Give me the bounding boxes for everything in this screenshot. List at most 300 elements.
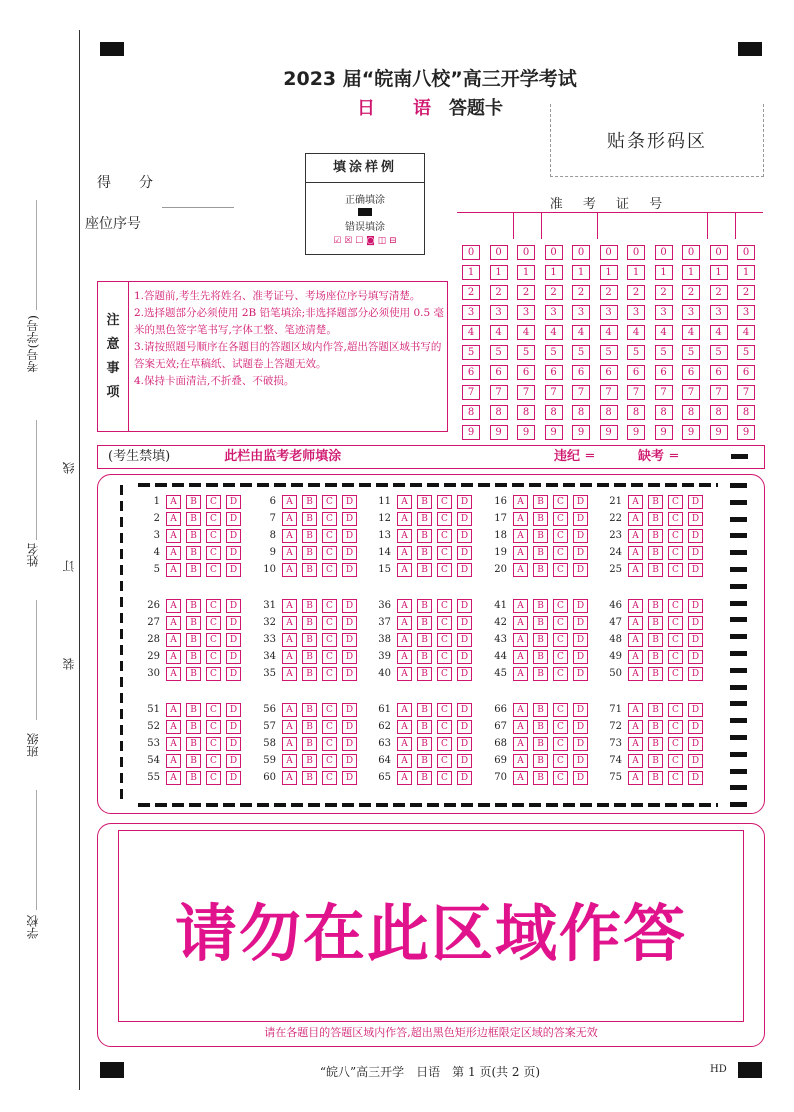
- answer-bubble[interactable]: D: [573, 529, 588, 543]
- answer-bubble[interactable]: A: [166, 633, 181, 647]
- answer-bubble[interactable]: D: [457, 563, 472, 577]
- answer-bubble[interactable]: B: [648, 667, 663, 681]
- answer-bubble[interactable]: D: [688, 512, 703, 526]
- exam-id-digit-bubble[interactable]: 7: [737, 385, 755, 400]
- exam-id-digit-bubble[interactable]: 9: [545, 425, 563, 440]
- answer-bubble[interactable]: C: [553, 633, 568, 647]
- answer-bubble[interactable]: D: [457, 529, 472, 543]
- answer-bubble[interactable]: B: [186, 529, 201, 543]
- answer-bubble[interactable]: A: [282, 737, 297, 751]
- answer-bubble[interactable]: A: [166, 616, 181, 630]
- answer-bubble[interactable]: B: [302, 633, 317, 647]
- exam-id-digit-bubble[interactable]: 3: [572, 305, 590, 320]
- answer-bubble[interactable]: C: [668, 720, 683, 734]
- answer-bubble[interactable]: D: [342, 650, 357, 664]
- answer-bubble[interactable]: B: [533, 633, 548, 647]
- exam-id-digit-bubble[interactable]: 5: [490, 345, 508, 360]
- answer-bubble[interactable]: D: [688, 546, 703, 560]
- exam-id-digit-bubble[interactable]: 8: [737, 405, 755, 420]
- answer-bubble[interactable]: B: [533, 529, 548, 543]
- answer-bubble[interactable]: A: [166, 650, 181, 664]
- answer-bubble[interactable]: A: [397, 720, 412, 734]
- answer-bubble[interactable]: C: [322, 771, 337, 785]
- answer-bubble[interactable]: B: [186, 616, 201, 630]
- answer-bubble[interactable]: A: [513, 650, 528, 664]
- answer-bubble[interactable]: D: [573, 599, 588, 613]
- answer-bubble[interactable]: B: [533, 495, 548, 509]
- answer-bubble[interactable]: A: [513, 720, 528, 734]
- answer-bubble[interactable]: D: [226, 616, 241, 630]
- answer-bubble[interactable]: C: [437, 495, 452, 509]
- answer-bubble[interactable]: C: [206, 616, 221, 630]
- exam-id-digit-bubble[interactable]: 9: [462, 425, 480, 440]
- exam-id-digit-bubble[interactable]: 7: [572, 385, 590, 400]
- answer-bubble[interactable]: D: [457, 616, 472, 630]
- answer-bubble[interactable]: A: [282, 529, 297, 543]
- answer-bubble[interactable]: D: [457, 546, 472, 560]
- exam-id-digit-bubble[interactable]: 1: [600, 265, 618, 280]
- answer-bubble[interactable]: D: [573, 512, 588, 526]
- exam-id-digit-bubble[interactable]: 2: [737, 285, 755, 300]
- answer-bubble[interactable]: B: [302, 737, 317, 751]
- exam-id-digit-bubble[interactable]: 8: [710, 405, 728, 420]
- answer-bubble[interactable]: A: [282, 633, 297, 647]
- exam-id-digit-bubble[interactable]: 2: [545, 285, 563, 300]
- exam-id-digit-bubble[interactable]: 9: [710, 425, 728, 440]
- answer-bubble[interactable]: D: [457, 703, 472, 717]
- answer-bubble[interactable]: D: [226, 512, 241, 526]
- answer-bubble[interactable]: D: [342, 737, 357, 751]
- answer-bubble[interactable]: C: [668, 737, 683, 751]
- answer-bubble[interactable]: D: [457, 754, 472, 768]
- exam-id-digit-bubble[interactable]: 3: [682, 305, 700, 320]
- exam-id-digit-bubble[interactable]: 7: [600, 385, 618, 400]
- answer-bubble[interactable]: A: [628, 650, 643, 664]
- answer-bubble[interactable]: D: [457, 720, 472, 734]
- answer-bubble[interactable]: D: [573, 771, 588, 785]
- answer-bubble[interactable]: C: [322, 633, 337, 647]
- answer-bubble[interactable]: B: [417, 771, 432, 785]
- answer-bubble[interactable]: D: [226, 737, 241, 751]
- answer-bubble[interactable]: B: [302, 599, 317, 613]
- exam-id-digit-bubble[interactable]: 9: [627, 425, 645, 440]
- exam-id-digit-bubble[interactable]: 7: [490, 385, 508, 400]
- exam-id-digit-bubble[interactable]: 4: [600, 325, 618, 340]
- answer-bubble[interactable]: D: [573, 633, 588, 647]
- answer-bubble[interactable]: A: [166, 495, 181, 509]
- exam-id-digit-bubble[interactable]: 3: [517, 305, 535, 320]
- answer-bubble[interactable]: A: [628, 771, 643, 785]
- exam-id-digit-bubble[interactable]: 0: [572, 245, 590, 260]
- answer-bubble[interactable]: D: [342, 771, 357, 785]
- exam-id-digit-bubble[interactable]: 5: [517, 345, 535, 360]
- answer-bubble[interactable]: C: [206, 720, 221, 734]
- answer-bubble[interactable]: D: [226, 771, 241, 785]
- answer-bubble[interactable]: A: [513, 754, 528, 768]
- answer-bubble[interactable]: C: [668, 599, 683, 613]
- exam-id-digit-bubble[interactable]: 7: [682, 385, 700, 400]
- exam-id-digit-bubble[interactable]: 6: [600, 365, 618, 380]
- answer-bubble[interactable]: D: [688, 633, 703, 647]
- answer-bubble[interactable]: B: [417, 495, 432, 509]
- answer-bubble[interactable]: D: [342, 546, 357, 560]
- exam-id-digit-bubble[interactable]: 3: [490, 305, 508, 320]
- answer-bubble[interactable]: A: [513, 563, 528, 577]
- answer-bubble[interactable]: B: [417, 563, 432, 577]
- answer-bubble[interactable]: B: [302, 703, 317, 717]
- answer-bubble[interactable]: A: [397, 529, 412, 543]
- answer-bubble[interactable]: A: [166, 563, 181, 577]
- answer-bubble[interactable]: B: [186, 703, 201, 717]
- margin-exam-no-field[interactable]: [36, 200, 37, 310]
- answer-bubble[interactable]: C: [206, 703, 221, 717]
- answer-bubble[interactable]: D: [573, 546, 588, 560]
- exam-id-digit-bubble[interactable]: 7: [627, 385, 645, 400]
- answer-bubble[interactable]: B: [533, 667, 548, 681]
- answer-bubble[interactable]: C: [553, 529, 568, 543]
- answer-bubble[interactable]: B: [186, 650, 201, 664]
- answer-bubble[interactable]: B: [417, 616, 432, 630]
- answer-bubble[interactable]: A: [282, 546, 297, 560]
- answer-bubble[interactable]: B: [417, 754, 432, 768]
- answer-bubble[interactable]: A: [166, 529, 181, 543]
- answer-bubble[interactable]: B: [186, 495, 201, 509]
- margin-class-field[interactable]: [36, 600, 37, 720]
- answer-bubble[interactable]: C: [553, 599, 568, 613]
- answer-bubble[interactable]: D: [688, 667, 703, 681]
- answer-bubble[interactable]: A: [513, 512, 528, 526]
- answer-bubble[interactable]: C: [206, 737, 221, 751]
- exam-id-digit-bubble[interactable]: 9: [737, 425, 755, 440]
- answer-bubble[interactable]: C: [206, 771, 221, 785]
- answer-bubble[interactable]: C: [437, 703, 452, 717]
- answer-bubble[interactable]: C: [322, 495, 337, 509]
- exam-id-digit-bubble[interactable]: 2: [710, 285, 728, 300]
- answer-bubble[interactable]: C: [437, 650, 452, 664]
- answer-bubble[interactable]: D: [573, 737, 588, 751]
- exam-id-digit-bubble[interactable]: 2: [600, 285, 618, 300]
- exam-id-digit-bubble[interactable]: 0: [517, 245, 535, 260]
- answer-bubble[interactable]: D: [688, 754, 703, 768]
- answer-bubble[interactable]: A: [628, 512, 643, 526]
- answer-bubble[interactable]: D: [342, 512, 357, 526]
- answer-bubble[interactable]: B: [533, 754, 548, 768]
- exam-id-digit-bubble[interactable]: 5: [737, 345, 755, 360]
- exam-id-digit-bubble[interactable]: 0: [627, 245, 645, 260]
- answer-bubble[interactable]: B: [417, 667, 432, 681]
- exam-id-digit-bubble[interactable]: 2: [627, 285, 645, 300]
- answer-bubble[interactable]: D: [688, 771, 703, 785]
- answer-bubble[interactable]: D: [457, 599, 472, 613]
- answer-bubble[interactable]: C: [553, 754, 568, 768]
- answer-bubble[interactable]: C: [206, 754, 221, 768]
- answer-bubble[interactable]: C: [322, 754, 337, 768]
- answer-bubble[interactable]: C: [553, 650, 568, 664]
- answer-bubble[interactable]: B: [533, 703, 548, 717]
- exam-id-digit-bubble[interactable]: 0: [710, 245, 728, 260]
- answer-bubble[interactable]: B: [648, 546, 663, 560]
- answer-bubble[interactable]: A: [628, 529, 643, 543]
- answer-bubble[interactable]: D: [573, 667, 588, 681]
- answer-bubble[interactable]: B: [533, 720, 548, 734]
- answer-bubble[interactable]: A: [397, 703, 412, 717]
- answer-bubble[interactable]: A: [282, 599, 297, 613]
- answer-bubble[interactable]: C: [322, 720, 337, 734]
- answer-bubble[interactable]: A: [397, 633, 412, 647]
- answer-bubble[interactable]: C: [668, 650, 683, 664]
- answer-bubble[interactable]: C: [437, 771, 452, 785]
- exam-id-digit-bubble[interactable]: 4: [682, 325, 700, 340]
- answer-bubble[interactable]: B: [302, 754, 317, 768]
- answer-bubble[interactable]: D: [573, 650, 588, 664]
- exam-id-digit-bubble[interactable]: 4: [572, 325, 590, 340]
- answer-bubble[interactable]: B: [186, 720, 201, 734]
- answer-bubble[interactable]: A: [513, 737, 528, 751]
- answer-bubble[interactable]: D: [342, 754, 357, 768]
- answer-bubble[interactable]: C: [322, 650, 337, 664]
- exam-id-digit-bubble[interactable]: 1: [572, 265, 590, 280]
- answer-bubble[interactable]: C: [322, 512, 337, 526]
- answer-bubble[interactable]: D: [342, 616, 357, 630]
- exam-id-digit-bubble[interactable]: 9: [517, 425, 535, 440]
- answer-bubble[interactable]: A: [513, 616, 528, 630]
- exam-id-digit-bubble[interactable]: 3: [737, 305, 755, 320]
- answer-bubble[interactable]: A: [628, 754, 643, 768]
- answer-bubble[interactable]: D: [457, 737, 472, 751]
- answer-bubble[interactable]: C: [553, 563, 568, 577]
- answer-bubble[interactable]: A: [628, 737, 643, 751]
- exam-id-digit-bubble[interactable]: 5: [572, 345, 590, 360]
- answer-bubble[interactable]: B: [302, 720, 317, 734]
- answer-bubble[interactable]: B: [302, 495, 317, 509]
- answer-bubble[interactable]: B: [648, 512, 663, 526]
- seat-field[interactable]: [162, 207, 234, 208]
- answer-bubble[interactable]: C: [553, 737, 568, 751]
- exam-id-digit-bubble[interactable]: 6: [545, 365, 563, 380]
- answer-bubble[interactable]: B: [186, 737, 201, 751]
- answer-bubble[interactable]: B: [186, 771, 201, 785]
- exam-id-digit-bubble[interactable]: 7: [462, 385, 480, 400]
- answer-bubble[interactable]: B: [302, 563, 317, 577]
- answer-bubble[interactable]: C: [668, 633, 683, 647]
- answer-bubble[interactable]: B: [648, 720, 663, 734]
- answer-bubble[interactable]: A: [282, 771, 297, 785]
- answer-bubble[interactable]: A: [166, 546, 181, 560]
- exam-id-digit-bubble[interactable]: 7: [710, 385, 728, 400]
- answer-bubble[interactable]: A: [166, 599, 181, 613]
- answer-bubble[interactable]: C: [553, 703, 568, 717]
- answer-bubble[interactable]: B: [648, 754, 663, 768]
- answer-bubble[interactable]: C: [206, 495, 221, 509]
- answer-bubble[interactable]: C: [553, 720, 568, 734]
- answer-bubble[interactable]: B: [417, 650, 432, 664]
- exam-id-digit-bubble[interactable]: 1: [627, 265, 645, 280]
- answer-bubble[interactable]: B: [186, 599, 201, 613]
- answer-bubble[interactable]: A: [166, 512, 181, 526]
- exam-id-digit-bubble[interactable]: 5: [655, 345, 673, 360]
- answer-bubble[interactable]: D: [226, 703, 241, 717]
- answer-bubble[interactable]: D: [688, 529, 703, 543]
- answer-bubble[interactable]: A: [513, 599, 528, 613]
- answer-bubble[interactable]: D: [457, 771, 472, 785]
- answer-bubble[interactable]: A: [166, 737, 181, 751]
- answer-bubble[interactable]: C: [553, 771, 568, 785]
- answer-bubble[interactable]: D: [457, 667, 472, 681]
- answer-bubble[interactable]: C: [668, 529, 683, 543]
- answer-bubble[interactable]: B: [648, 529, 663, 543]
- answer-bubble[interactable]: A: [628, 616, 643, 630]
- answer-bubble[interactable]: B: [417, 546, 432, 560]
- exam-id-digit-bubble[interactable]: 3: [600, 305, 618, 320]
- answer-bubble[interactable]: C: [206, 563, 221, 577]
- exam-id-digit-bubble[interactable]: 3: [710, 305, 728, 320]
- answer-bubble[interactable]: A: [397, 495, 412, 509]
- answer-bubble[interactable]: D: [573, 616, 588, 630]
- exam-id-write-row[interactable]: [457, 212, 763, 239]
- answer-bubble[interactable]: B: [648, 737, 663, 751]
- exam-id-digit-bubble[interactable]: 1: [517, 265, 535, 280]
- answer-bubble[interactable]: C: [322, 667, 337, 681]
- exam-id-digit-bubble[interactable]: 1: [545, 265, 563, 280]
- answer-bubble[interactable]: C: [322, 563, 337, 577]
- exam-id-digit-bubble[interactable]: 9: [682, 425, 700, 440]
- answer-bubble[interactable]: C: [437, 546, 452, 560]
- answer-bubble[interactable]: D: [573, 754, 588, 768]
- answer-bubble[interactable]: B: [302, 529, 317, 543]
- answer-bubble[interactable]: D: [573, 720, 588, 734]
- answer-bubble[interactable]: B: [186, 667, 201, 681]
- exam-id-digit-bubble[interactable]: 5: [462, 345, 480, 360]
- answer-bubble[interactable]: A: [397, 737, 412, 751]
- exam-id-digit-bubble[interactable]: 5: [545, 345, 563, 360]
- answer-bubble[interactable]: B: [648, 771, 663, 785]
- exam-id-digit-bubble[interactable]: 4: [462, 325, 480, 340]
- answer-bubble[interactable]: A: [282, 563, 297, 577]
- answer-bubble[interactable]: D: [688, 563, 703, 577]
- answer-bubble[interactable]: A: [513, 667, 528, 681]
- exam-id-digit-bubble[interactable]: 9: [600, 425, 618, 440]
- answer-bubble[interactable]: D: [342, 599, 357, 613]
- answer-bubble[interactable]: D: [573, 495, 588, 509]
- answer-bubble[interactable]: B: [417, 512, 432, 526]
- answer-bubble[interactable]: B: [533, 616, 548, 630]
- margin-name-field[interactable]: [36, 420, 37, 540]
- answer-bubble[interactable]: C: [437, 529, 452, 543]
- answer-bubble[interactable]: A: [397, 599, 412, 613]
- answer-bubble[interactable]: B: [302, 771, 317, 785]
- answer-bubble[interactable]: A: [628, 563, 643, 577]
- answer-bubble[interactable]: D: [688, 616, 703, 630]
- exam-id-digit-bubble[interactable]: 4: [655, 325, 673, 340]
- answer-bubble[interactable]: C: [553, 616, 568, 630]
- answer-bubble[interactable]: B: [302, 546, 317, 560]
- exam-id-digit-bubble[interactable]: 3: [545, 305, 563, 320]
- answer-bubble[interactable]: B: [533, 512, 548, 526]
- answer-bubble[interactable]: C: [668, 667, 683, 681]
- answer-bubble[interactable]: B: [648, 616, 663, 630]
- exam-id-digit-bubble[interactable]: 6: [737, 365, 755, 380]
- exam-id-digit-bubble[interactable]: 1: [490, 265, 508, 280]
- answer-bubble[interactable]: B: [417, 529, 432, 543]
- answer-bubble[interactable]: C: [668, 771, 683, 785]
- exam-id-digit-bubble[interactable]: 7: [545, 385, 563, 400]
- exam-id-digit-bubble[interactable]: 2: [462, 285, 480, 300]
- answer-bubble[interactable]: D: [688, 703, 703, 717]
- answer-bubble[interactable]: A: [397, 563, 412, 577]
- answer-bubble[interactable]: D: [688, 650, 703, 664]
- exam-id-digit-bubble[interactable]: 3: [627, 305, 645, 320]
- answer-bubble[interactable]: B: [186, 563, 201, 577]
- answer-bubble[interactable]: C: [322, 616, 337, 630]
- answer-bubble[interactable]: A: [397, 754, 412, 768]
- answer-bubble[interactable]: B: [648, 495, 663, 509]
- exam-id-digit-bubble[interactable]: 2: [517, 285, 535, 300]
- answer-bubble[interactable]: A: [513, 703, 528, 717]
- exam-id-digit-bubble[interactable]: 2: [655, 285, 673, 300]
- answer-bubble[interactable]: A: [397, 616, 412, 630]
- answer-bubble[interactable]: D: [226, 650, 241, 664]
- answer-bubble[interactable]: A: [397, 650, 412, 664]
- answer-bubble[interactable]: B: [186, 633, 201, 647]
- exam-id-digit-bubble[interactable]: 5: [710, 345, 728, 360]
- exam-id-digit-bubble[interactable]: 2: [572, 285, 590, 300]
- answer-bubble[interactable]: A: [282, 754, 297, 768]
- answer-bubble[interactable]: C: [206, 529, 221, 543]
- answer-bubble[interactable]: A: [282, 650, 297, 664]
- answer-bubble[interactable]: D: [688, 599, 703, 613]
- exam-id-digit-bubble[interactable]: 2: [490, 285, 508, 300]
- exam-id-digit-bubble[interactable]: 8: [545, 405, 563, 420]
- exam-id-digit-bubble[interactable]: 0: [600, 245, 618, 260]
- answer-bubble[interactable]: B: [186, 546, 201, 560]
- exam-id-digit-bubble[interactable]: 1: [655, 265, 673, 280]
- absent-box[interactable]: ═: [670, 449, 678, 464]
- exam-id-digit-bubble[interactable]: 7: [655, 385, 673, 400]
- exam-id-digit-bubble[interactable]: 6: [682, 365, 700, 380]
- answer-bubble[interactable]: B: [302, 650, 317, 664]
- exam-id-digit-bubble[interactable]: 6: [517, 365, 535, 380]
- answer-bubble[interactable]: C: [668, 563, 683, 577]
- exam-id-digit-bubble[interactable]: 3: [462, 305, 480, 320]
- answer-bubble[interactable]: A: [166, 703, 181, 717]
- answer-bubble[interactable]: D: [342, 563, 357, 577]
- exam-id-digit-bubble[interactable]: 4: [627, 325, 645, 340]
- answer-bubble[interactable]: C: [322, 703, 337, 717]
- answer-bubble[interactable]: A: [397, 667, 412, 681]
- exam-id-digit-bubble[interactable]: 5: [627, 345, 645, 360]
- answer-bubble[interactable]: C: [206, 667, 221, 681]
- answer-bubble[interactable]: C: [668, 495, 683, 509]
- exam-id-digit-bubble[interactable]: 8: [627, 405, 645, 420]
- answer-bubble[interactable]: C: [553, 546, 568, 560]
- answer-bubble[interactable]: B: [302, 667, 317, 681]
- exam-id-digit-bubble[interactable]: 8: [490, 405, 508, 420]
- answer-bubble[interactable]: A: [166, 754, 181, 768]
- answer-bubble[interactable]: A: [282, 667, 297, 681]
- answer-bubble[interactable]: D: [688, 720, 703, 734]
- answer-bubble[interactable]: A: [628, 633, 643, 647]
- answer-bubble[interactable]: B: [417, 737, 432, 751]
- exam-id-digit-bubble[interactable]: 8: [600, 405, 618, 420]
- answer-bubble[interactable]: C: [553, 667, 568, 681]
- answer-bubble[interactable]: D: [342, 633, 357, 647]
- answer-bubble[interactable]: C: [553, 495, 568, 509]
- answer-bubble[interactable]: B: [533, 546, 548, 560]
- answer-bubble[interactable]: D: [342, 529, 357, 543]
- exam-id-digit-bubble[interactable]: 2: [682, 285, 700, 300]
- answer-bubble[interactable]: B: [533, 771, 548, 785]
- answer-bubble[interactable]: A: [397, 512, 412, 526]
